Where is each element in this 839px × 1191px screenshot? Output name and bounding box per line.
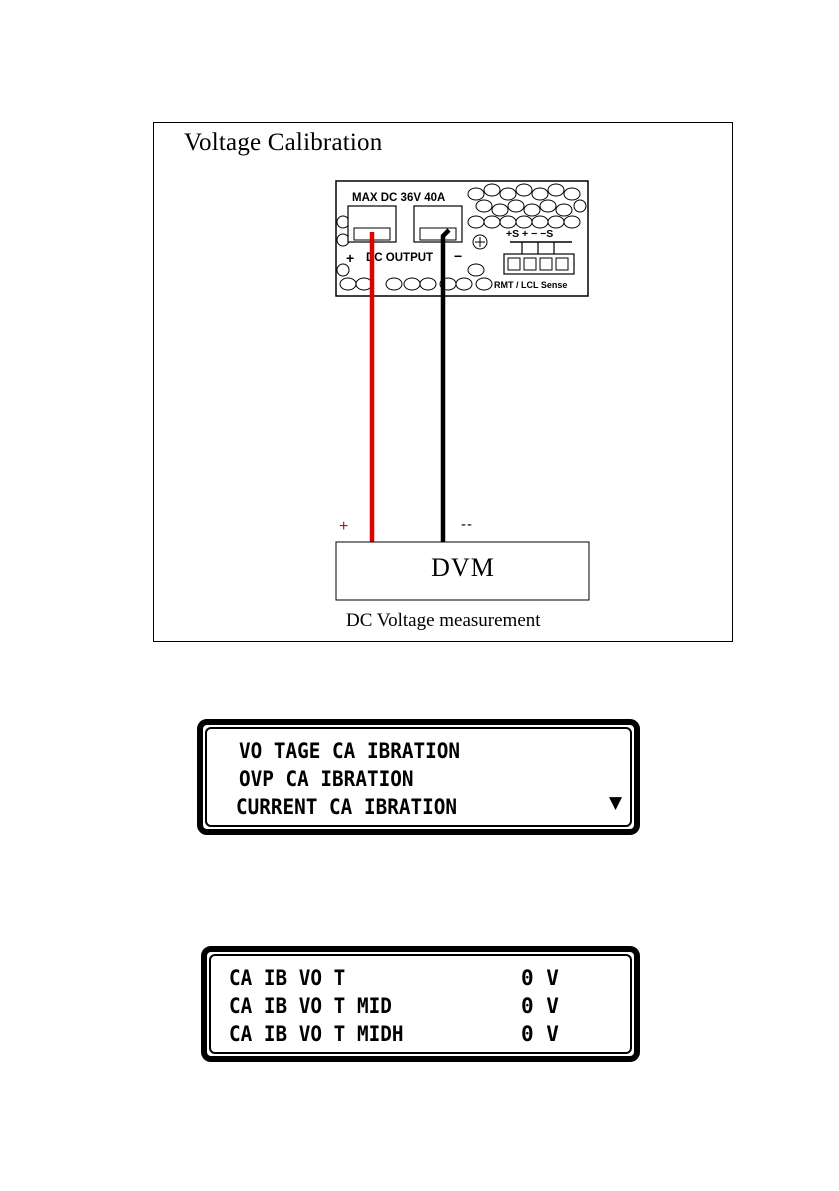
menu-item-ovp-calibration[interactable]: OVP CA IBRATION: [239, 767, 414, 791]
dc-output-label: DC OUTPUT: [366, 252, 434, 264]
calib-point-mid-label: CA IB VO T MID: [229, 994, 392, 1018]
dvm-minus-mark: --: [461, 516, 473, 533]
output-minus-symbol: −: [454, 248, 463, 264]
menu-item-current-calibration[interactable]: CURRENT CA IBRATION: [236, 795, 458, 819]
output-plus-symbol: +: [346, 250, 355, 266]
calib-point-low-value: 0 V: [521, 966, 559, 990]
dvm-label: DVM: [431, 553, 495, 582]
sense-terminal-labels: +S + − −S: [506, 228, 554, 240]
lcd-voltage-calibration-points: [201, 946, 640, 1062]
lcd-calibration-menu: [197, 719, 640, 835]
calib-point-midh-label: CA IB VO T MIDH: [229, 1022, 404, 1046]
menu-item-voltage-calibration[interactable]: VO TAGE CA IBRATION: [239, 739, 461, 763]
sense-label: RMT / LCL Sense: [494, 280, 568, 290]
calib-point-low-label: CA IB VO T: [229, 966, 346, 990]
scroll-down-arrow-icon: ▼: [609, 793, 623, 813]
dvm-plus-mark: +: [339, 518, 349, 535]
calib-point-midh-value: 0 V: [521, 1022, 559, 1046]
figure-caption: DC Voltage measurement: [346, 610, 541, 631]
panel-rating: MAX DC 36V 40A: [352, 192, 446, 204]
figure-title: Voltage Calibration: [184, 129, 383, 156]
calib-point-mid-value: 0 V: [521, 994, 559, 1018]
